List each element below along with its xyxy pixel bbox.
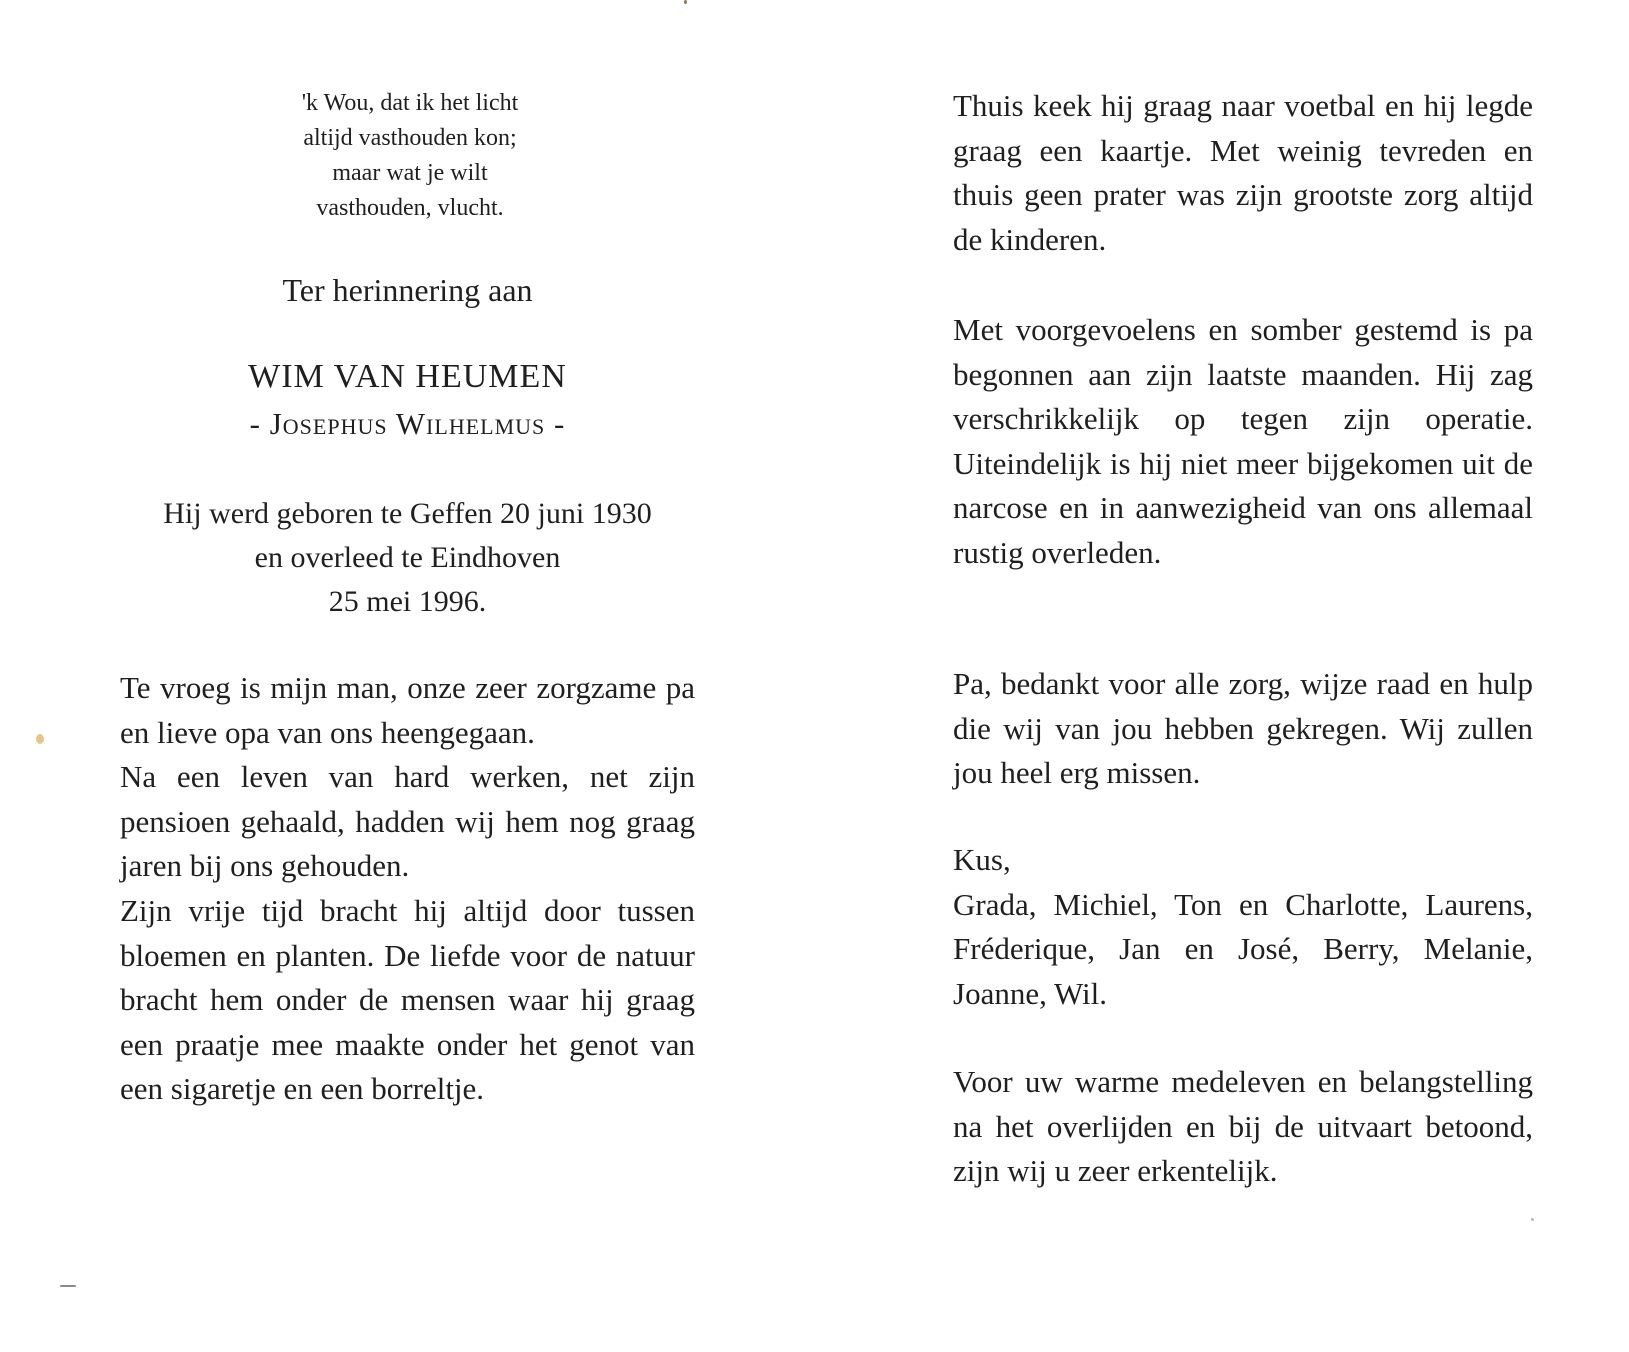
birth-line: Hij werd geboren te Geffen 20 juni 1930 — [163, 497, 652, 530]
right-paragraph-4 — [953, 1060, 1533, 1194]
poem — [270, 86, 550, 226]
death-date-line: 25 mei 1996. — [328, 585, 487, 618]
right-paragraph-2 — [953, 308, 1533, 576]
scan-speck — [1531, 1218, 1534, 1221]
remembrance-heading: Ter herinnering aan — [282, 272, 533, 308]
poem-line: maar wat je wilt — [332, 160, 488, 186]
poem-line: 'k Wou, dat ik het licht — [301, 90, 519, 116]
scan-speck — [684, 0, 687, 4]
right-paragraph-3 — [953, 662, 1533, 796]
paragraph: Voor uw warme medeleven en belangstelling na het overlijden en bij de uitvaart betoond, zijn wij u zeer erkentelijk. — [953, 1064, 1533, 1189]
death-place-line: en overleed te Eindhoven — [254, 541, 561, 574]
right-paragraph-1 — [953, 84, 1533, 262]
paragraph: Te vroeg is mijn man, onze zeer zorgzame pa en lieve opa van ons heengegaan. — [120, 670, 695, 750]
scan-speck — [36, 734, 44, 744]
paragraph: Na een leven van hard werken, net zijn pensioen gehaald, hadden wij hem nog graag jaren bij ons gehouden. — [120, 759, 695, 884]
poem-line: vasthouden, vlucht. — [316, 195, 504, 221]
birth-death-info — [120, 492, 695, 624]
left-body-text — [120, 666, 695, 1112]
family-signature — [953, 838, 1533, 1016]
scan-mark — [60, 1285, 76, 1287]
deceased-name: WIM VAN HEUMEN — [248, 358, 567, 395]
paragraph: Thuis keek hij graag naar voetbal en hij legde graag een kaartje. Met weinig tevreden en thuis geen prater was zijn grootste zorg altijd de kinderen. — [953, 88, 1533, 257]
family-names: Grada, Michiel, Ton en Charlotte, Laurens, Fréderique, Jan en José, Berry, Melanie, Joanne, Wil. — [953, 886, 1533, 1011]
deceased-full-name: - Josephus Wilhelmus - — [249, 406, 566, 441]
paragraph: Pa, bedankt voor alle zorg, wijze raad en hulp die wij van jou hebben gekregen. Wij zullen jou heel erg missen. — [953, 666, 1533, 791]
paragraph: Zijn vrije tijd bracht hij altijd door tussen bloemen en planten. De liefde voor de natuur bracht hem onder de mensen waar hij graag een praatje mee maakte onder het genot van een sigaretje en een borreltje. — [120, 892, 695, 1107]
paragraph: Met voorgevoelens en somber gestemd is pa begonnen aan zijn laatste maanden. Hij zag verschrikkelijk op tegen zijn operatie. Uiteindelijk is hij niet meer bijgekomen uit de narcose en in aanwezigheid van ons allemaal rustig overleden. — [953, 312, 1533, 570]
poem-line: altijd vasthouden kon; — [303, 125, 517, 151]
closing-greeting: Kus, — [953, 842, 1011, 877]
